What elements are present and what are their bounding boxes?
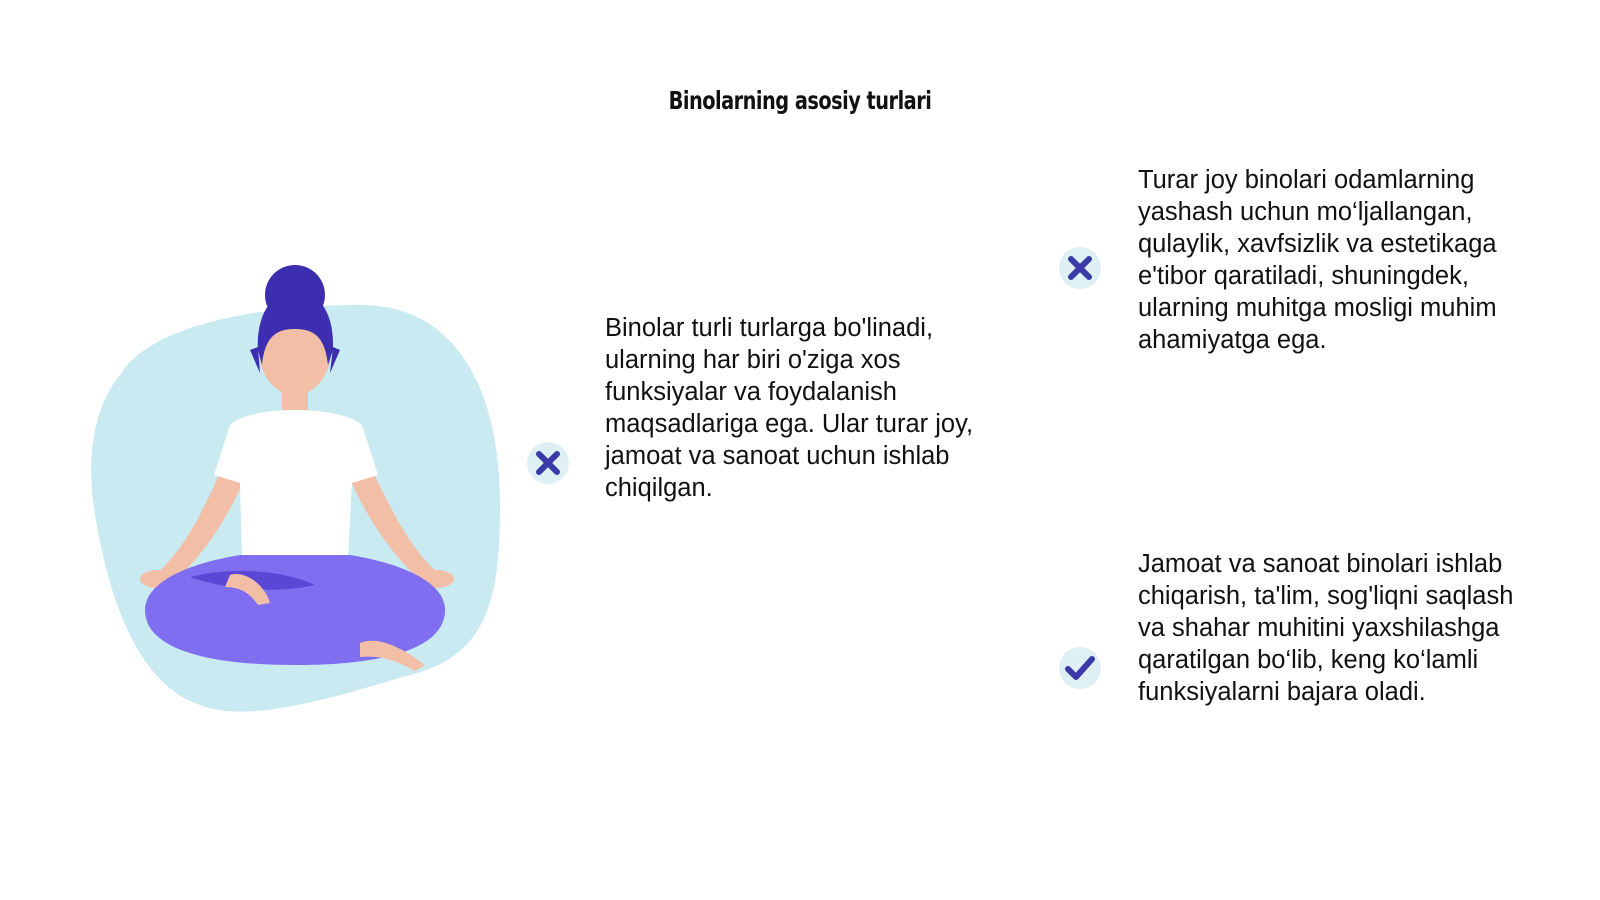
item-2-text: Turar joy binolari odamlarning yashash uchun mo‘ljallangan, qulaylik, xavfsizlik va estetikaga e'tibor qaratiladi, shuningdek, ularning muhitga mosligi muhim ahamiyatga ega.: [1138, 166, 1497, 354]
item-3-text: Jamoat va sanoat binolari ishlab chiqarish, ta'lim, sog'liqni saqlash va shahar muhitini yaxshilashga qaratilgan bo‘lib, keng ko‘lamli funksiyalarni bajara oladi.: [1138, 550, 1514, 706]
pants: [145, 555, 445, 665]
item-1-text: Binolar turli turlarga bo'linadi, ularning har biri o'ziga xos funksiyalar va foydalanish maqsadlariga ega. Ular turar joy, jamoat va sanoat uchun ishlab chiqilgan.: [605, 314, 974, 502]
cross-icon: [1057, 245, 1103, 291]
meditation-illustration: [80, 255, 520, 745]
checkmark-icon: [1057, 645, 1103, 691]
slide-title: Binolarning asosiy turlari: [668, 86, 932, 115]
cross-icon: [525, 440, 571, 486]
